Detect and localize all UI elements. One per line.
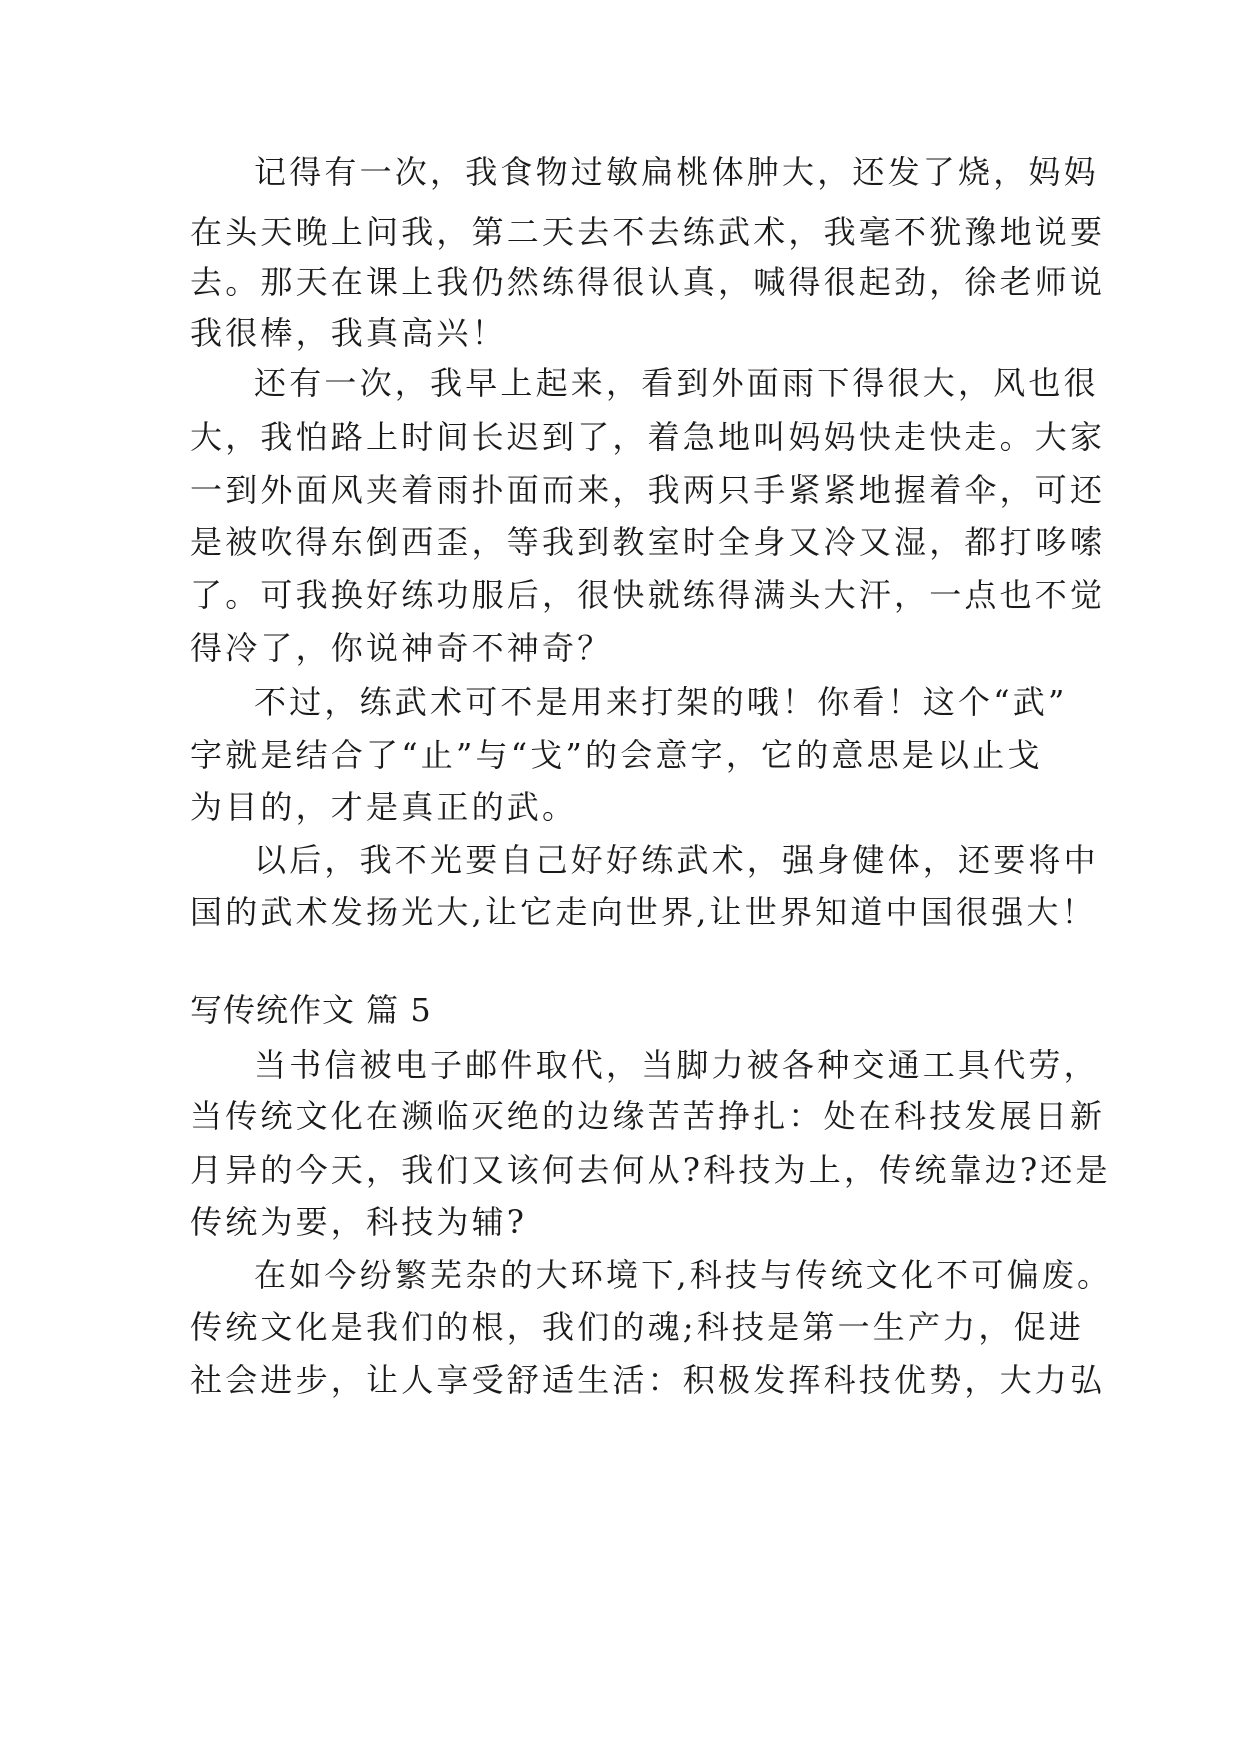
paragraph-1-line-2: 在头天晚上问我，第二天去不去练武术，我毫不犹豫地说要	[190, 213, 1106, 251]
paragraph-6-line-3: 社会进步，让人享受舒适生活：积极发挥科技优势，大力弘	[190, 1361, 1106, 1399]
paragraph-3-line-3: 为目的，才是真正的武。	[190, 788, 578, 826]
paragraph-2-line-2: 大，我怕路上时间长迟到了，着急地叫妈妈快走快走。大家	[190, 418, 1106, 456]
paragraph-4-line-1: 以后，我不光要自己好好练武术，强身健体，还要将中	[254, 841, 1099, 879]
paragraph-5-line-2: 当传统文化在濒临灭绝的边缘苦苦挣扎：处在科技发展日新	[190, 1097, 1106, 1135]
paragraph-5-line-4: 传统为要，科技为辅?	[190, 1203, 528, 1241]
paragraph-2-line-4: 是被吹得东倒西歪，等我到教室时全身又冷又湿，都打哆嗦	[190, 523, 1106, 561]
paragraph-1-line-3: 去。那天在课上我仍然练得很认真，喊得很起劲，徐老师说	[190, 263, 1106, 301]
paragraph-2-line-5: 了。可我换好练功服后，很快就练得满头大汗，一点也不觉	[190, 576, 1106, 614]
paragraph-5-line-1: 当书信被电子邮件取代，当脚力被各种交通工具代劳，	[254, 1046, 1099, 1084]
paragraph-6-line-2: 传统文化是我们的根，我们的魂;科技是第一生产力，促进	[190, 1308, 1084, 1346]
paragraph-6-line-1: 在如今纷繁芜杂的大环境下,科技与传统文化不可偏废。	[254, 1256, 1113, 1294]
paragraph-3-line-1: 不过，练武术可不是用来打架的哦！你看！这个“武”	[254, 683, 1068, 721]
paragraph-2-line-1: 还有一次，我早上起来，看到外面雨下得很大，风也很	[254, 364, 1099, 402]
paragraph-1-line-1: 记得有一次，我食物过敏扁桃体肿大，还发了烧，妈妈	[254, 153, 1099, 191]
paragraph-2-line-3: 一到外面风夹着雨扑面而来，我两只手紧紧地握着伞，可还	[190, 471, 1106, 509]
paragraph-3-line-2: 字就是结合了“止”与“戈”的会意字，它的意思是以止戈	[190, 736, 1043, 774]
paragraph-5-line-3: 月异的今天，我们又该何去何从?科技为上，传统靠边?还是	[190, 1151, 1111, 1189]
paragraph-1-line-4: 我很棒，我真高兴！	[190, 314, 507, 352]
paragraph-2-line-6: 得冷了，你说神奇不神奇？	[190, 629, 613, 667]
section-heading: 写传统作文 篇 5	[190, 991, 432, 1029]
paragraph-4-line-2: 国的武术发扬光大,让它走向世界,让世界知道中国很强大！	[190, 893, 1097, 931]
